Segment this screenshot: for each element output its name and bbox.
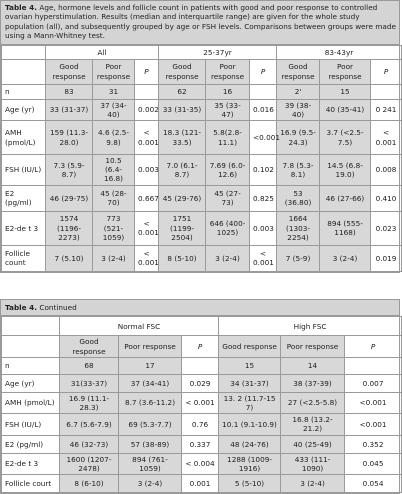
table-cell: 8 (6-10) [60, 475, 119, 493]
column-header: Good response [219, 336, 281, 357]
table-cell: 45 (27-73) [206, 185, 250, 211]
table-cell: 433 (111-1090) [281, 453, 345, 474]
table-cell: 0.045 [345, 453, 402, 474]
row-label: AMH (pmol/L) [2, 392, 60, 413]
table-row [2, 84, 402, 99]
table-cell: 17 [119, 357, 182, 374]
table-cell: 1600 (1207-2478) [60, 453, 119, 474]
row-label: FSH (IU/L) [2, 155, 46, 186]
group-header-row [2, 317, 402, 336]
table-cell: 1288 (1009-1916) [219, 453, 281, 474]
table-cell: 0.003 [250, 211, 277, 245]
table-cell: 38 (37-39) [281, 374, 345, 392]
table-cell: 10.5 (6.4-16.8) [93, 155, 135, 186]
table-cell: 35 (33-47) [206, 99, 250, 120]
column-header: Good response [277, 59, 320, 84]
table-cell: 0.019 [371, 245, 402, 271]
column-header: Poor response [281, 336, 345, 357]
table-cell: 894 (555-1168) [320, 211, 371, 245]
group-header: 25-37yr [159, 45, 277, 59]
table-cell: 7.3 (5.9-8.7) [46, 155, 93, 186]
table-cell: <0.001 [345, 392, 402, 413]
table-caption [1, 300, 399, 316]
table-cell: <0.001 [345, 414, 402, 435]
table-row [2, 435, 402, 453]
table-cell: 45 (28-70) [93, 185, 135, 211]
table-cell [135, 84, 159, 99]
table-cell: 1664 (1303-2254) [277, 211, 320, 245]
table-row [2, 392, 402, 413]
table-cell: 8 (5-10) [159, 245, 206, 271]
table-cell: 7.8 (5.3-8.1) [277, 155, 320, 186]
table-cell: 13. 2 (11.7-15 7) [219, 392, 281, 413]
table-cell: 6.7 (5.6-7.9) [60, 414, 119, 435]
table-cell: 0.054 [345, 475, 402, 493]
column-header: Good response [60, 336, 119, 357]
corner-cell [2, 317, 60, 336]
table-cell: 3 (2-4) [206, 245, 250, 271]
table-cell: < 0.004 [182, 453, 219, 474]
table-cell: < 0.001 [135, 121, 159, 155]
column-header: Poor response [119, 336, 182, 357]
table-cell: 45 (29-76) [159, 185, 206, 211]
table-cell: 0.003 [135, 155, 159, 186]
table-4-continued [0, 299, 400, 494]
data-table [1, 45, 402, 272]
column-header: Poor response [93, 59, 135, 84]
group-header-row [2, 45, 402, 59]
group-header: All [46, 45, 159, 59]
table-cell: 1574 (1196-2273) [46, 211, 93, 245]
table-cell: 16.9 (11.1-28.3) [60, 392, 119, 413]
table-cell: 7.69 (6.0-12.6) [206, 155, 250, 186]
row-label: E2 (pg/ml) [2, 185, 46, 211]
table-cell: 68 [60, 357, 119, 374]
corner-cell [2, 336, 60, 357]
table-cell: 3 (2-4) [320, 245, 371, 271]
table-cell: < 0.001 [250, 245, 277, 271]
table-cell: 16.8 (13.2-21.2) [281, 414, 345, 435]
row-label: n [2, 357, 60, 374]
table-caption [1, 1, 399, 45]
table-cell: 0 241 [371, 99, 402, 120]
table-cell: 34 (31-37) [219, 374, 281, 392]
column-header: P [135, 59, 159, 84]
table-row [2, 121, 402, 155]
row-label: Follicle court [2, 475, 60, 493]
table-cell: 53 (36.80) [277, 185, 320, 211]
table-cell: 31 [93, 84, 135, 99]
table-cell: 57 (38-89) [119, 435, 182, 453]
column-header: P [345, 336, 402, 357]
row-label: Age (yr) [2, 374, 60, 392]
table-cell: 69 (5.3-7.7) [119, 414, 182, 435]
table-cell: 0.76 [182, 414, 219, 435]
table-cell: 27 (<2.5-5.8) [281, 392, 345, 413]
table-row [2, 245, 402, 271]
row-label: Follicle count [2, 245, 46, 271]
table-label: Table 4. [5, 303, 38, 312]
table-cell: 37 (34-41) [119, 374, 182, 392]
table-cell: 31(33-37) [60, 374, 119, 392]
row-label: n [2, 84, 46, 99]
table-row [2, 374, 402, 392]
table-cell: 3 (2-4) [281, 475, 345, 493]
table-cell: 14 [281, 357, 345, 374]
table-row [2, 99, 402, 120]
table-cell: 0.001 [182, 475, 219, 493]
table-cell: 10.1 (9.1-10.9) [219, 414, 281, 435]
table-cell: 2' [277, 84, 320, 99]
subheader-row [2, 59, 402, 84]
corner-cell [2, 45, 46, 59]
data-table [1, 316, 402, 493]
table-cell: 16 [206, 84, 250, 99]
table-cell: 0.016 [250, 99, 277, 120]
column-header: Poor response [206, 59, 250, 84]
table-cell: 40 (35-41) [320, 99, 371, 120]
table-cell: 646 (400-1025) [206, 211, 250, 245]
table-cell: 1751 (1199-2504) [159, 211, 206, 245]
corner-cell [2, 59, 46, 84]
table-cell: 3 (2-4) [119, 475, 182, 493]
table-cell: 39 (38-40) [277, 99, 320, 120]
table-cell: 7.0 (6.1-8.7) [159, 155, 206, 186]
table-cell: 7 (5.10) [46, 245, 93, 271]
table-row [2, 211, 402, 245]
table-cell: 18.3 (121-33.5) [159, 121, 206, 155]
table-cell: 0.002 [135, 99, 159, 120]
table-row [2, 185, 402, 211]
table-cell: 3 (2-4) [93, 245, 135, 271]
group-header: Normal FSC [60, 317, 219, 336]
table-cell [250, 84, 277, 99]
table-cell: 773 (521-1059) [93, 211, 135, 245]
table-cell: 7 (5-9) [277, 245, 320, 271]
subheader-row [2, 336, 402, 357]
table-cell: 83 [46, 84, 93, 99]
table-cell: 14.5 (6.8-19.0) [320, 155, 371, 186]
table-cell [371, 84, 402, 99]
table-cell: 3.7 (<2.5-7.5) [320, 121, 371, 155]
table-cell: 159 (11.3-28.0) [46, 121, 93, 155]
row-label: FSH (IU/L) [2, 414, 60, 435]
table-cell: 0.667 [135, 185, 159, 211]
table-cell: 40 (25-49) [281, 435, 345, 453]
caption-text: Age, hormone levels and follicle count in patients with good and poor response to controlled ovarian hyperstimulation. Results (median and interquartile range) are given for the whole study population (all), and subsequently grouped by age or FSH levels. Comparisons between groups were made using a Mann-Whitney test. [5, 3, 396, 41]
table-label: Table 4. [5, 3, 38, 12]
table-cell: 0.410 [371, 185, 402, 211]
table-cell: 0.352 [345, 435, 402, 453]
table-cell: 0.008 [371, 155, 402, 186]
table-cell: 16.9 (9.5-24.3) [277, 121, 320, 155]
table-cell: 46 (27-66) [320, 185, 371, 211]
table-cell: 894 (761-1059) [119, 453, 182, 474]
table-cell: 0.029 [182, 374, 219, 392]
table-cell: 15 [320, 84, 371, 99]
table-cell: 5 (5-10) [219, 475, 281, 493]
table-cell: < 0.001 [135, 245, 159, 271]
row-label: E2 (pg/ml) [2, 435, 60, 453]
table-cell: 33 (31-35) [159, 99, 206, 120]
table-cell: 0.102 [250, 155, 277, 186]
table-cell: 46 (32-73) [60, 435, 119, 453]
table-cell: 4.6 (2.5-9.8) [93, 121, 135, 155]
table-cell: 62 [159, 84, 206, 99]
table-cell: 0.337 [182, 435, 219, 453]
column-header: P [182, 336, 219, 357]
column-header: Good response [159, 59, 206, 84]
column-header: P [250, 59, 277, 84]
table-cell: 48 (24-76) [219, 435, 281, 453]
column-header: Poor response [320, 59, 371, 84]
row-label: E2-de t 3 [2, 211, 46, 245]
table-cell [345, 357, 402, 374]
caption-text: Continued [39, 303, 77, 312]
column-header: Good response [46, 59, 93, 84]
group-header: 83-43yr [277, 45, 402, 59]
table-row [2, 453, 402, 474]
row-label: Age (yr) [2, 99, 46, 120]
table-cell: < 0.001 [182, 392, 219, 413]
table-cell: 8.7 (3.6-11.2) [119, 392, 182, 413]
row-label: AMH (pmol/L) [2, 121, 46, 155]
table-cell: 0.023 [371, 211, 402, 245]
table-row [2, 475, 402, 493]
table-cell [182, 357, 219, 374]
table-cell: 33 (31-37) [46, 99, 93, 120]
group-header: High FSC [219, 317, 402, 336]
table-row [2, 357, 402, 374]
table-cell: 0.007 [345, 374, 402, 392]
table-row [2, 414, 402, 435]
row-label: E2-de t 3 [2, 453, 60, 474]
table-cell: 46 (29-75) [46, 185, 93, 211]
table-row [2, 155, 402, 186]
table-cell: < 0.001 [135, 211, 159, 245]
column-header: P [371, 59, 402, 84]
table-cell: <0.001 [250, 121, 277, 155]
table-cell: 5.8(2.8-11.1) [206, 121, 250, 155]
table-cell: 15 [219, 357, 281, 374]
table-cell: 0.825 [250, 185, 277, 211]
table-cell: 37 (34-40) [93, 99, 135, 120]
table-cell: < 0.001 [371, 121, 402, 155]
